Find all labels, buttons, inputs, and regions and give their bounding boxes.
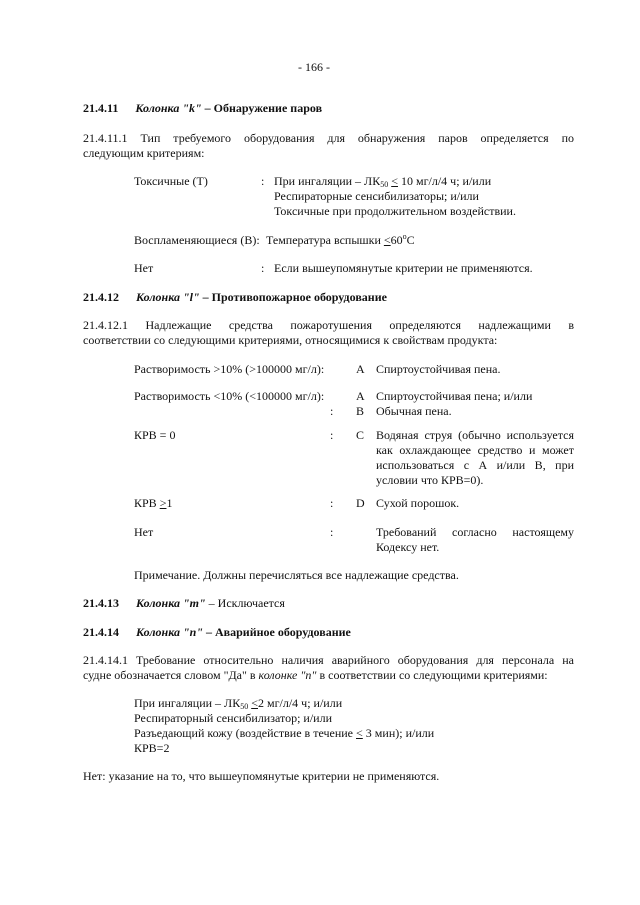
paragraph-line xyxy=(83,318,574,333)
criteria-label-flammable: Воспламеняющиеся (B): xyxy=(134,233,260,247)
le-sign: < xyxy=(391,174,398,188)
paragraph-number: 21.4.11.1 xyxy=(83,131,128,145)
final-note: Нет: указание на то, что вышеупомянутые критерии не применяются. xyxy=(83,769,440,783)
paragraph-line xyxy=(83,668,548,683)
agent-code: A xyxy=(356,389,365,403)
section-number: 21.4.12 xyxy=(83,290,119,304)
section-heading-21-4-11 xyxy=(83,101,322,116)
krv-one-label xyxy=(134,496,172,511)
emergency-criterion-3 xyxy=(134,726,434,741)
text: При ингаляции – ЛК xyxy=(274,174,381,188)
agent-text-line: Требований согласно настоящему xyxy=(376,525,574,539)
page-number: - 166 - xyxy=(298,60,330,74)
agent-code: D xyxy=(356,496,365,510)
text: КРВ xyxy=(134,496,160,510)
column-name: Колонка "n" xyxy=(136,625,203,639)
criteria-text-none: Если вышеупомянутые критерии не применяются. xyxy=(274,261,533,275)
paragraph-line xyxy=(83,131,574,146)
section-title: – Обнаружение паров xyxy=(201,101,323,115)
colon: : xyxy=(330,525,334,539)
paragraph-number: 21.4.12.1 xyxy=(83,318,128,332)
paragraph-line xyxy=(83,653,574,668)
agent-text-line: использоваться с А и/или В, при xyxy=(376,458,574,472)
subscript: 50 xyxy=(380,180,389,189)
column-name: Колонка "m" xyxy=(136,596,206,610)
agent-code: C xyxy=(356,428,365,442)
criteria-text-toxic-2: Респираторные сенсибилизаторы; и/или xyxy=(274,189,479,203)
agent-text: Спиртоустойчивая пена; и/или xyxy=(376,389,533,403)
agent-text-line: как охлаждающее средство и может xyxy=(376,443,574,457)
colon: : xyxy=(261,174,265,188)
text: 10 мг/л/4 ч; и/или xyxy=(397,174,492,188)
paragraph-text: Требование относительно наличия аварийного оборудования для персонала на xyxy=(136,653,575,667)
column-name: Колонка "k" xyxy=(135,101,202,115)
agent-text-line: условии что КРВ=0). xyxy=(376,473,484,487)
text: Разъедающий кожу (воздействие в течение xyxy=(134,726,357,740)
text: в соответствии со следующими критериями: xyxy=(316,668,548,682)
colon: : xyxy=(330,404,334,418)
section-number: 21.4.11 xyxy=(83,101,119,115)
agent-text-line: Кодексу нет. xyxy=(376,540,440,554)
colon: : xyxy=(330,428,334,442)
degree-sign: o xyxy=(402,232,407,241)
le-sign: < xyxy=(251,696,258,710)
krv-zero-label: КРВ = 0 xyxy=(134,428,176,442)
solubility-low-label: Растворимость <10% (<100000 мг/л): xyxy=(134,389,325,403)
paragraph-line: следующим критериям: xyxy=(83,146,205,160)
ge-sign: > xyxy=(159,496,167,510)
section-heading-21-4-12 xyxy=(83,290,387,305)
emergency-criterion-1 xyxy=(134,696,342,711)
criteria-text-toxic-1 xyxy=(274,174,491,189)
text: При ингаляции – ЛК xyxy=(134,696,241,710)
text: 60 xyxy=(390,233,403,247)
section-heading-21-4-14 xyxy=(83,625,351,640)
le-sign: < xyxy=(356,726,363,740)
emergency-criterion-2: Респираторный сенсибилизатор; и/или xyxy=(134,711,332,725)
agent-code: B xyxy=(356,404,365,418)
section-title: – Аварийное оборудование xyxy=(202,625,351,639)
section-number: 21.4.14 xyxy=(83,625,119,639)
criteria-label-none: Нет xyxy=(134,261,154,275)
colon: : xyxy=(330,496,334,510)
text: 1 xyxy=(166,496,173,510)
agent-text: Спиртоустойчивая пена. xyxy=(376,362,501,376)
paragraph-text: Тип требуемого оборудования для обнаружения паров определяется по xyxy=(140,131,574,145)
subscript: 50 xyxy=(240,702,249,711)
none-label: Нет xyxy=(134,525,154,539)
column-ref: колонке "n" xyxy=(258,668,317,682)
section-number: 21.4.13 xyxy=(83,596,119,610)
text: C xyxy=(406,233,415,247)
section-heading-21-4-13 xyxy=(83,596,285,611)
paragraph-text: Надлежащие средства пожаротушения определяются надлежащими в xyxy=(145,318,574,332)
criteria-label-toxic: Токсичные (Т) xyxy=(134,174,208,188)
criteria-text-flammable xyxy=(266,233,415,248)
colon: : xyxy=(261,261,265,275)
le-sign: < xyxy=(383,233,391,247)
paragraph-number: 21.4.14.1 xyxy=(83,653,128,667)
section-title: – Исключается xyxy=(205,596,285,610)
paragraph-line: соответствии со следующими критериями, относящимися к свойствам продукта: xyxy=(83,333,498,347)
note: Примечание. Должны перечисляться все надлежащие средства. xyxy=(134,568,459,582)
text: судне обозначается словом "Да" в xyxy=(83,668,259,682)
text: Температура вспышки xyxy=(266,233,384,247)
section-title: – Противопожарное оборудование xyxy=(199,290,387,304)
agent-text: Сухой порошок. xyxy=(376,496,460,510)
agent-code: A xyxy=(356,362,365,376)
text: 3 мин); и/или xyxy=(362,726,435,740)
solubility-high-label: Растворимость >10% (>100000 мг/л): xyxy=(134,362,325,376)
emergency-criterion-4: КРВ=2 xyxy=(134,741,170,755)
text: 2 мг/л/4 ч; и/или xyxy=(257,696,343,710)
agent-text-line: Водяная струя (обычно используется xyxy=(376,428,574,442)
agent-text: Обычная пена. xyxy=(376,404,452,418)
criteria-text-toxic-3: Токсичные при продолжительном воздействии. xyxy=(274,204,516,218)
column-name: Колонка "l" xyxy=(136,290,200,304)
